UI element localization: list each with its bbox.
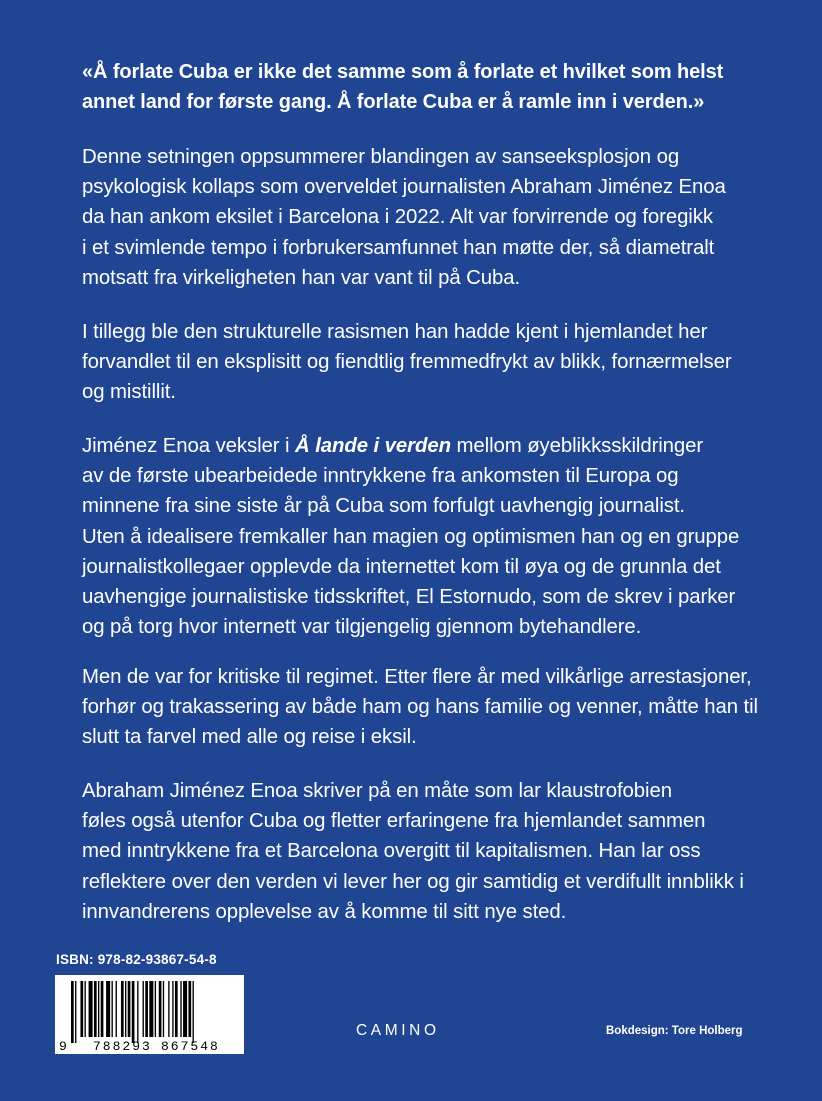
text-line: psykologisk kollaps som overveldet journalisten Abraham Jiménez Enoa: [82, 176, 726, 199]
barcode-left-digits: 788293: [93, 1039, 152, 1054]
barcode-graphic: [55, 975, 244, 1054]
paragraph-intro: [82, 142, 762, 293]
text-line: Jiménez Enoa veksler i: [82, 435, 296, 457]
text-line: reflektere over den verden vi lever her og gir samtidig et verdifullt innblikk i: [82, 870, 744, 893]
paragraph-exile: [82, 662, 762, 753]
text-line: motsatt fra virkeligheten han var vant til på Cuba.: [82, 266, 521, 289]
text-line: Denne setningen oppsummerer blandingen av sanseeksplosjon og: [82, 146, 680, 168]
text-line: med inntrykkene fra et Barcelona overgitt til kapitalismen. Han lar oss: [82, 840, 701, 863]
text-line: uavhengige journalistiske tidsskriftet, El Estornudo, som de skrev i parker: [82, 586, 736, 609]
quote-line: annet land for første gang. Å forlate Cuba er å ramle inn i verden.»: [82, 91, 705, 114]
text-line: innvandrerens opplevelse av å komme til sitt nye sted.: [82, 900, 567, 923]
text-line: da han ankom eksilet i Barcelona i 2022. Alt var forvirrende og foregikk: [82, 206, 713, 229]
text-line: minnene fra sine siste år på Cuba som forfulgt uavhengig journalist.: [82, 495, 685, 518]
quote-line: «Å forlate Cuba er ikke det samme som å forlate et hvilket som helst: [82, 61, 724, 83]
opening-quote: [82, 57, 762, 117]
text-line: av de første ubearbeidede inntrykkene fra ankomsten til Europa og: [82, 465, 679, 488]
barcode-right-digits: 867548: [161, 1039, 220, 1054]
publisher-logo: CAMINO: [356, 1022, 440, 1039]
text-line: Abraham Jiménez Enoa skriver på en måte som lar klaustrofobien: [82, 780, 672, 802]
design-credit: Bokdesign: Tore Holberg: [606, 1025, 743, 1037]
text-line: i et svimlende tempo i forbrukersamfunnet han møtte der, så diametralt: [82, 236, 715, 259]
text-line: mellom øyeblikksskildringer: [450, 435, 704, 457]
isbn-label: ISBN: 978-82-93867-54-8: [56, 952, 217, 967]
text-line: forvandlet til en eksplisitt og fiendtlig fremmedfrykt av blikk, fornærmelser: [82, 351, 732, 374]
text-line: føles også utenfor Cuba og fletter erfaringene fra hjemlandet sammen: [82, 810, 706, 833]
paragraph-author-style: [82, 776, 762, 927]
paragraph-racism: [82, 317, 762, 408]
text-line: forhør og trakassering av både ham og hans familie og venner, måtte han til: [82, 696, 758, 719]
book-title: Å lande i verden: [295, 435, 451, 457]
barcode-first-digit: 9: [59, 1039, 67, 1054]
text-line: slutt ta farvel med alle og reise i eksil.: [82, 726, 417, 749]
text-line: I tillegg ble den strukturelle rasismen han hadde kjent i hjemlandet her: [82, 321, 708, 343]
text-line: og mistillit.: [82, 381, 176, 404]
text-line: journalistkollegaer opplevde da internettet kom til øya og de grunnla det: [82, 555, 721, 578]
text-line: og på torg hvor internett var tilgjengelig gjennom bytehandlere.: [82, 616, 642, 639]
text-line: Uten å idealisere fremkaller han magien og optimismen han og en gruppe: [82, 525, 740, 548]
barcode: [55, 975, 244, 1054]
paragraph-book-summary: [82, 431, 762, 642]
text-line: Men de var for kritiske til regimet. Etter flere år med vilkårlige arrestasjoner,: [82, 666, 752, 688]
